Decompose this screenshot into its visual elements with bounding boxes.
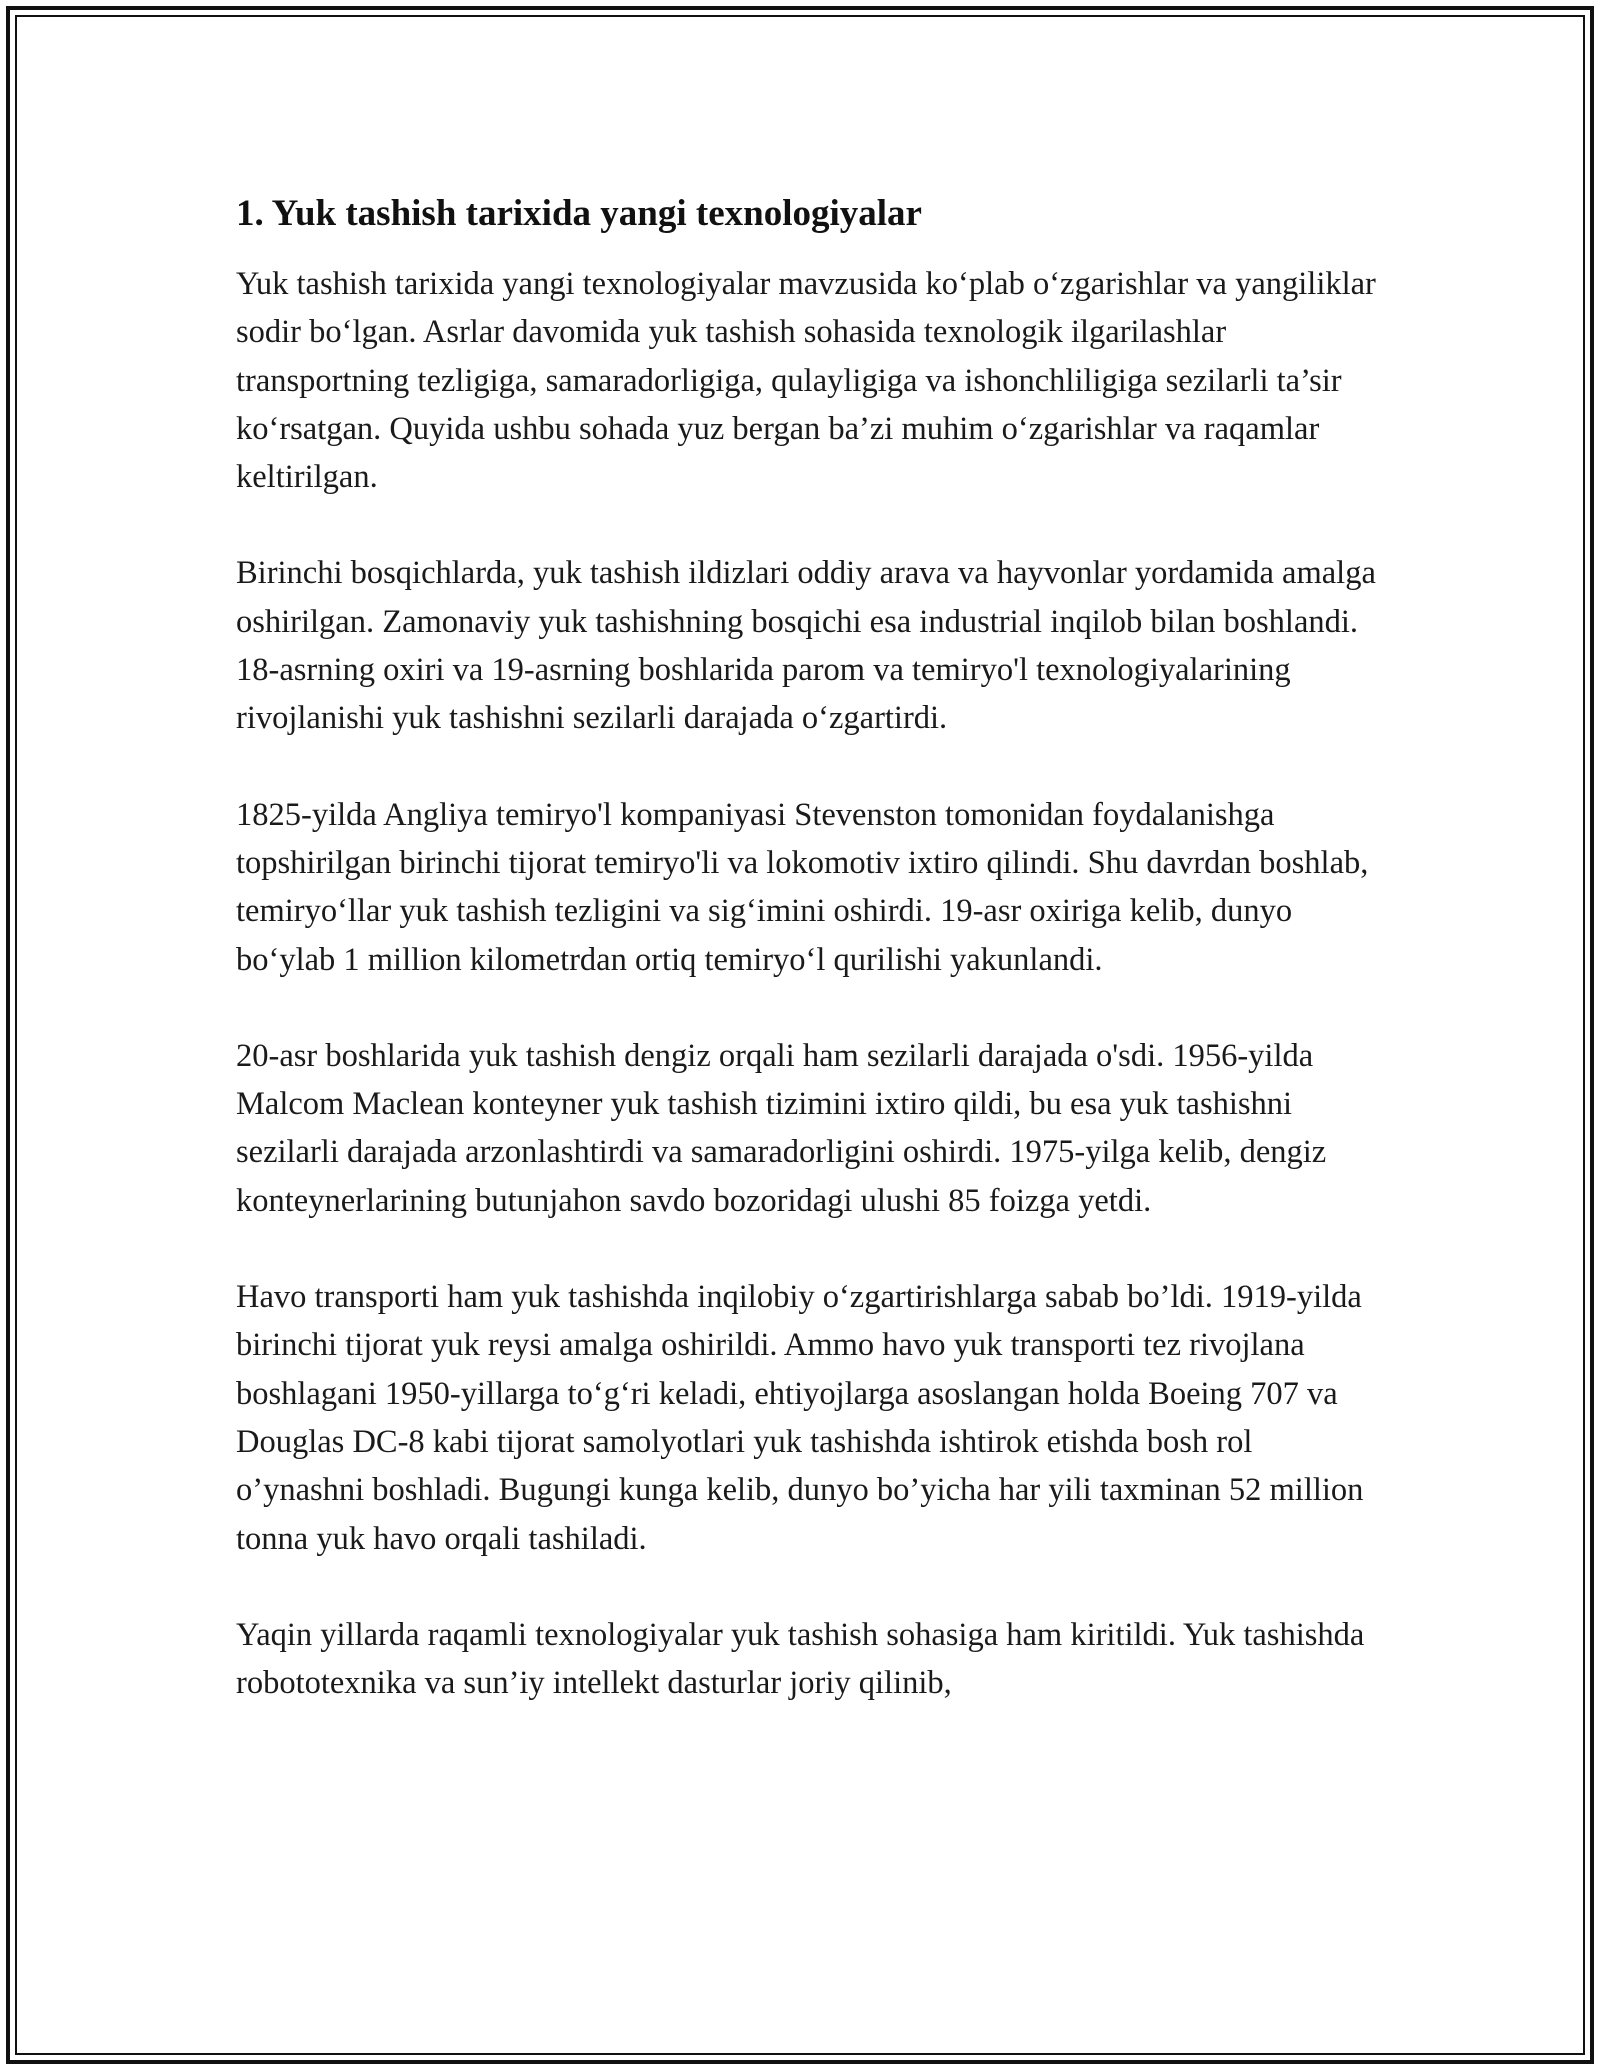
section-heading: 1. Yuk tashish tarixida yangi texnologiyalar — [236, 193, 922, 234]
document-body — [236, 188, 1376, 1755]
paragraph-air-transport: Havo transporti ham yuk tashishda inqilobiy o‘zgartirishlarga sabab bo’ldi. 1919-yilda birinchi tijorat yuk reysi amalga oshirildi. Ammo havo yuk transporti tez rivojlana boshlagani 1950-yillarga to‘g‘ri keladi, ehtiyojlarga asoslangan holda Boeing 707 va Douglas DC-8 kabi tijorat samolyotlari yuk tashishda ishtirok etishda bosh rol o’ynashni boshladi. Bugungi kunga kelib, dunyo bo’yicha har yili taxminan 52 million tonna yuk havo orqali tashiladi. — [236, 1279, 1364, 1557]
paragraph-early-stages: Birinchi bosqichlarda, yuk tashish ildizlari oddiy arava va hayvonlar yordamida amalga oshirilgan. Zamonaviy yuk tashishning bosqichi esa industrial inqilob bilan boshlandi. 18-asrning oxiri va 19-asrning boshlarida parom va temiryo'l texnologiyalarining rivojlanishi yuk tashishni sezilarli darajada o‘zgartirdi. — [236, 555, 1376, 737]
paragraph-intro: Yuk tashish tarixida yangi texnologiyalar mavzusida ko‘plab o‘zgarishlar va yangiliklar sodir bo‘lgan. Asrlar davomida yuk tashish sohasida texnologik ilgarilashlar transportning tezligiga, samaradorligiga, qulayligiga va ishonchliligiga sezilarli ta’sir ko‘rsatgan. Quyida ushbu sohada yuz bergan ba’zi muhim o‘zgarishlar va raqamlar keltirilgan. — [236, 266, 1376, 496]
paragraph-sea-transport: 20-asr boshlarida yuk tashish dengiz orqali ham sezilarli darajada o'sdi. 1956-yilda Malcom Maclean konteyner yuk tashish tizimini ixtiro qildi, bu esa yuk tashishni sezilarli darajada arzonlashtirdi va samaradorligini oshirdi. 1975-yilga kelib, dengiz konteynerlarining butunjahon savdo bozoridagi ulushi 85 foizga yetdi. — [236, 1037, 1327, 1219]
paragraph-digital: Yaqin yillarda raqamli texnologiyalar yuk tashish sohasiga ham kiritildi. Yuk tashishda robototexnika va sun’iy intellekt dasturlar joriy qilinib, — [236, 1616, 1365, 1702]
paragraph-railways: 1825-yilda Angliya temiryo'l kompaniyasi Stevenston tomonidan foydalanishga topshirilgan birinchi tijorat temiryo'li va lokomotiv ixtiro qilindi. Shu davrdan boshlab, temiryo‘llar yuk tashish tezligini va sig‘imini oshirdi. 19-asr oxiriga kelib, dunyo bo‘ylab 1 million kilometrdan ortiq temiryo‘l qurilishi yakunlandi. — [236, 796, 1369, 978]
